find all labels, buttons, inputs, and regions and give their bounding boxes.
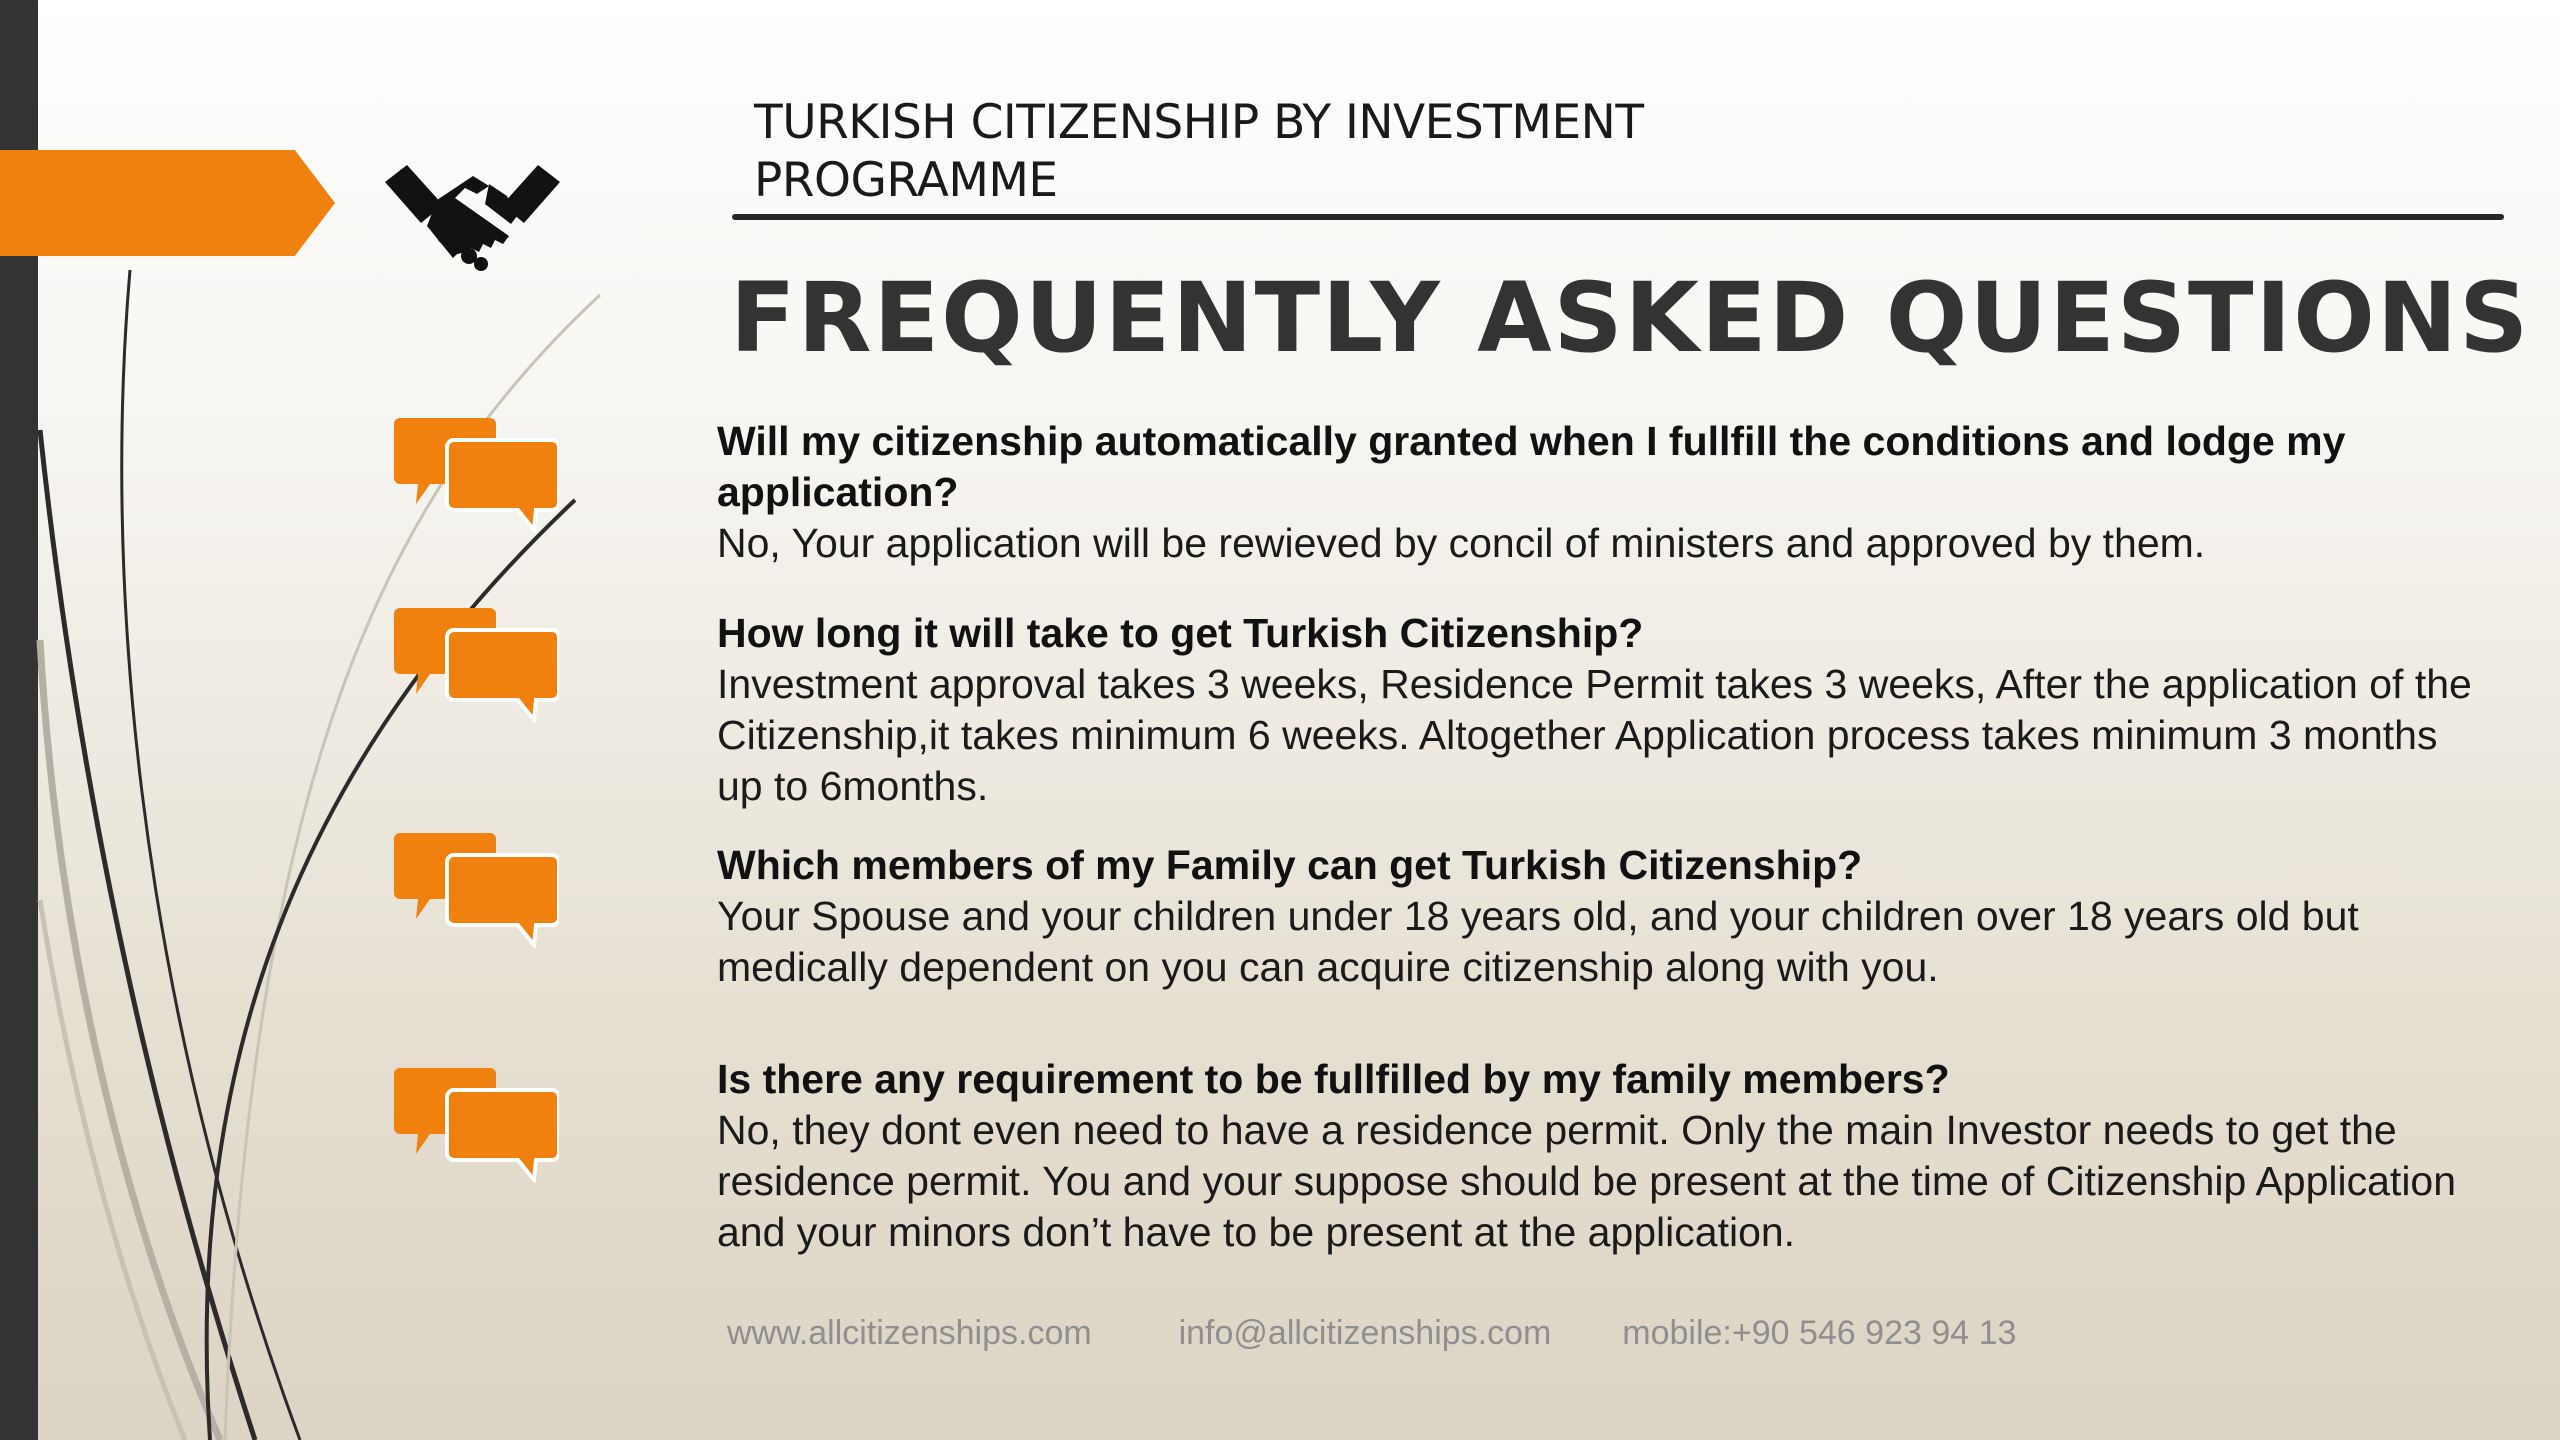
handshake-icon xyxy=(385,160,560,275)
footer-email-link[interactable]: info@allcitizenships.com xyxy=(1178,1314,1552,1352)
header-title xyxy=(754,94,1954,210)
faq-heading: FREQUENTLY ASKED QUESTIONS xyxy=(730,262,2531,374)
faq-item xyxy=(717,1054,2477,1258)
footer-contact xyxy=(727,1314,2016,1353)
faq-answer: No, they dont even need to have a residence permit. Only the main Investor needs to get the residence permit. You and your suppose should be present at the time of Citizenship Application and your minors don’t have to be present at the application. xyxy=(717,1107,2457,1255)
faq-question: Which members of my Family can get Turkish Citizenship? xyxy=(717,842,1863,888)
header-title-line1: TURKISH CITIZENSHIP BY INVESTMENT xyxy=(754,95,1644,150)
decorative-swoosh-lines xyxy=(0,0,700,1440)
faq-question: Will my citizenship automatically granted when I fullfill the conditions and lodge my application? xyxy=(717,418,2346,515)
faq-answer: Your Spouse and your children under 18 years old, and your children over 18 years old but medically dependent on you can acquire citizenship along with you. xyxy=(717,893,2359,990)
chat-bubbles-icon xyxy=(394,608,559,723)
faq-question: How long it will take to get Turkish Citizenship? xyxy=(717,610,1644,656)
chat-bubbles-icon xyxy=(394,418,559,533)
footer-website-link[interactable]: www.allcitizenships.com xyxy=(727,1314,1092,1352)
faq-item xyxy=(717,840,2477,993)
faq-item xyxy=(717,416,2477,569)
chat-bubbles-icon xyxy=(394,1068,559,1183)
faq-answer: Investment approval takes 3 weeks, Residence Permit takes 3 weeks, After the application of the Citizenship,it takes minimum 6 weeks. Altogether Application process takes minimum 3 months up to 6months. xyxy=(717,661,2472,809)
header-divider xyxy=(732,214,2504,220)
header-title-line2: PROGRAMME xyxy=(754,153,1058,208)
faq-item xyxy=(717,608,2477,812)
faq-question: Is there any requirement to be fullfilled by my family members? xyxy=(717,1056,1950,1102)
faq-answer: No, Your application will be rewieved by concil of ministers and approved by them. xyxy=(717,520,2206,566)
chat-bubbles-icon xyxy=(394,833,559,948)
footer-mobile: mobile:+90 546 923 94 13 xyxy=(1622,1314,2017,1352)
